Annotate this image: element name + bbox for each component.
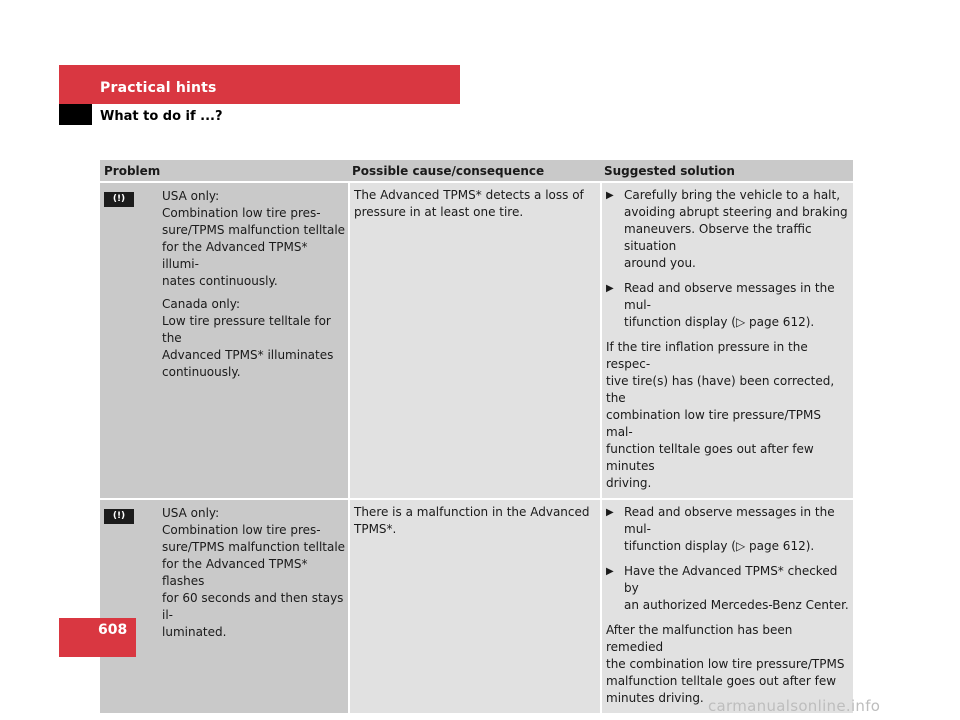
cause-cell: There is a malfunction in the Advanced TPMS*. — [348, 500, 600, 713]
section-title: Practical hints — [100, 80, 217, 96]
tire-pressure-warning-icon: (!) — [104, 509, 134, 524]
table-row — [100, 181, 853, 498]
solution-note: After the malfunction has been remedied the combination low tire pressure/TPMS malfunction telltale goes out after few minutes driving. — [606, 623, 845, 705]
bullet-arrow-icon: ▶ — [606, 507, 614, 518]
page-number: 608 — [98, 622, 128, 638]
bullet-arrow-icon: ▶ — [606, 190, 614, 201]
table-row — [100, 498, 853, 713]
solution-step: ▶ Have the Advanced TPMS* checked by an authorized Mercedes-Benz Center. — [606, 564, 849, 612]
problem-cell — [100, 183, 348, 498]
cause-cell: The Advanced TPMS* detects a loss of pressure in at least one tire. — [348, 183, 600, 498]
problem-text: USA only: Combination low tire pres- sure/TPMS malfunction telltale for the Advanced TPMS* flashes for 60 seconds and then stays il- luminated. — [162, 506, 346, 639]
troubleshooting-table — [100, 160, 853, 713]
solution-note: If the tire inflation pressure in the respec- tive tire(s) has (have) been corrected, the combination low tire pressure/TPMS mal- function telltale goes out after few minutes driving. — [606, 340, 835, 490]
bullet-arrow-icon: ▶ — [606, 283, 614, 294]
problem-text: Canada only: Low tire pressure telltale for the Advanced TPMS* illuminates continuously. — [162, 297, 334, 379]
watermark: carmanualsonline.info — [708, 697, 881, 715]
column-header-cause: Possible cause/consequence — [352, 164, 545, 178]
section-tab-marker — [59, 104, 92, 125]
solution-step: ▶ Read and observe messages in the mul- tifunction display (▷ page 612). — [606, 281, 835, 329]
bullet-arrow-icon: ▶ — [606, 566, 614, 577]
problem-cell — [100, 500, 348, 713]
solution-cell — [600, 183, 853, 498]
solution-step: ▶ Read and observe messages in the mul- tifunction display (▷ page 612). — [606, 505, 835, 553]
table-header — [100, 160, 853, 181]
problem-text: USA only: Combination low tire pres- sure/TPMS malfunction telltale for the Advanced TPMS* illumi- nates continuously. — [162, 189, 346, 288]
solution-step: ▶ Carefully bring the vehicle to a halt, avoiding abrupt steering and braking maneuvers. Observe the traffic situation around you. — [606, 188, 848, 270]
tire-pressure-warning-icon: (!) — [104, 192, 134, 207]
column-header-problem: Problem — [104, 164, 161, 178]
subsection-title: What to do if ...? — [100, 109, 223, 124]
column-header-solution: Suggested solution — [604, 164, 735, 178]
solution-cell — [600, 500, 853, 713]
